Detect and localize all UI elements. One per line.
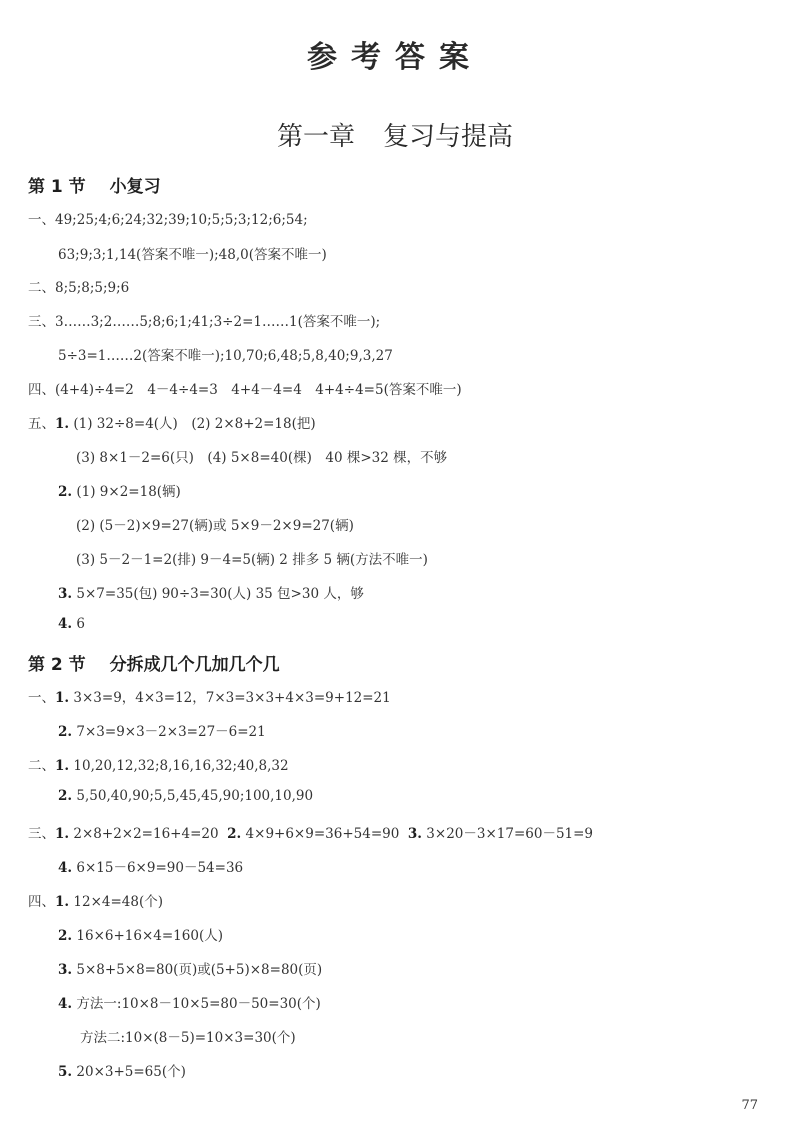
section-number: 第 1 节: [28, 177, 86, 197]
page-title: 参考答案: [307, 40, 483, 75]
item-number: 5.: [58, 1064, 73, 1080]
item-number: 1.: [55, 416, 70, 432]
item-number: 2.: [58, 928, 73, 944]
answer-line: [58, 582, 364, 602]
answer-text: (1) 32÷8=4(人) (2) 2×8+2=18(把): [73, 416, 316, 432]
answer-line: 5÷3=1……2(答案不唯一);10,70;6,48;5,8,40;9,3,27: [58, 348, 393, 364]
answer-text: 12×4=48(个): [73, 894, 163, 910]
answer-line: [28, 890, 163, 910]
item-number: 4.: [58, 996, 73, 1012]
answer-line: [28, 822, 593, 842]
item-number: 1.: [55, 826, 70, 842]
item-number: 3.: [58, 586, 73, 602]
answer-line: [58, 788, 313, 804]
question-prefix: 二、: [28, 758, 55, 774]
answer-text: 7×3=9×3－2×3=27－6=21: [76, 724, 266, 740]
answer-text: 5×7=35(包) 90÷3=30(人) 35 包>30 人，够: [76, 586, 364, 602]
question-prefix: 一、: [28, 690, 55, 706]
item-number: 1.: [55, 894, 70, 910]
item-number: 4.: [58, 616, 73, 632]
answer-line: [58, 856, 243, 876]
answer-text: 4×9+6×9=36+54=90: [245, 826, 400, 842]
answer-text: 3×3=9，4×3=12，7×3=3×3+4×3=9+12=21: [73, 690, 391, 706]
answer-line: 方法二:10×(8－5)=10×3=30(个): [80, 1030, 296, 1046]
item-number: 1.: [55, 690, 70, 706]
chapter-heading: [0, 116, 790, 153]
question-prefix: 三、: [28, 826, 55, 842]
answer-line: [58, 720, 266, 740]
item-number: 2.: [58, 788, 73, 804]
answer-line: [58, 616, 85, 632]
answer-text: 6: [76, 616, 85, 632]
answer-text: 16×6+16×4=160(人): [76, 928, 223, 944]
answer-text: 5×8+5×8=80(页)或(5+5)×8=80(页): [76, 962, 323, 978]
answer-line: (3) 8×1－2=6(只) (4) 5×8=40(棵) 40 棵>32 棵，不够: [76, 450, 448, 466]
answer-text: (1) 9×2=18(辆): [76, 484, 181, 500]
section-number: 第 2 节: [28, 655, 86, 675]
page-number: 77: [741, 1098, 758, 1113]
answer-line: [58, 480, 181, 500]
answer-text: 2×8+2×2=16+4=20: [73, 826, 219, 842]
section-name: 小复习: [109, 177, 161, 197]
item-number: 4.: [58, 860, 73, 876]
answer-line: [28, 412, 316, 432]
answer-line: [58, 1060, 186, 1080]
answer-line: (3) 5－2－1=2(排) 9－4=5(辆) 2 排多 5 辆(方法不唯一): [76, 552, 428, 568]
item-number: 1.: [55, 758, 70, 774]
chapter-number: 第一章: [276, 122, 355, 152]
answer-line: [58, 924, 223, 944]
answer-line: 二、8;5;8;5;9;6: [28, 280, 130, 296]
section-1-heading: [28, 172, 161, 197]
answer-line: [28, 754, 289, 774]
item-number: 3.: [407, 826, 422, 842]
answer-line: [58, 992, 321, 1012]
section-name: 分拆成几个几加几个几: [109, 655, 280, 675]
question-prefix: 四、: [28, 894, 55, 910]
answer-text: 20×3+5=65(个): [76, 1064, 186, 1080]
answer-line: [58, 958, 322, 978]
answer-line: 一、49;25;4;6;24;32;39;10;5;5;3;12;6;54;: [28, 212, 308, 228]
answer-text: 3×20－3×17=60－51=9: [426, 826, 594, 842]
answer-line: 四、(4+4)÷4=2 4－4÷4=3 4+4－4=4 4+4÷4=5(答案不唯一): [28, 382, 462, 398]
item-number: 3.: [58, 962, 73, 978]
question-prefix: 五、: [28, 416, 55, 432]
answer-line: 63;9;3;1,14(答案不唯一);48,0(答案不唯一): [58, 247, 327, 263]
item-number: 2.: [227, 826, 242, 842]
answer-text: 5,50,40,90;5,5,45,45,90;100,10,90: [76, 788, 314, 804]
item-number: 2.: [58, 724, 73, 740]
answer-line: (2) (5－2)×9=27(辆)或 5×9－2×9=27(辆): [76, 518, 354, 534]
answer-line: [28, 686, 391, 706]
answer-text: 方法一:10×8－10×5=80－50=30(个): [76, 996, 321, 1012]
item-number: 2.: [58, 484, 73, 500]
answer-text: 6×15－6×9=90－54=36: [76, 860, 244, 876]
section-2-heading: [28, 650, 280, 675]
answer-text: 10,20,12,32;8,16,16,32;40,8,32: [73, 758, 289, 774]
answer-line: 三、3……3;2……5;8;6;1;41;3÷2=1……1(答案不唯一);: [28, 314, 381, 330]
chapter-name: 复习与提高: [383, 122, 514, 152]
